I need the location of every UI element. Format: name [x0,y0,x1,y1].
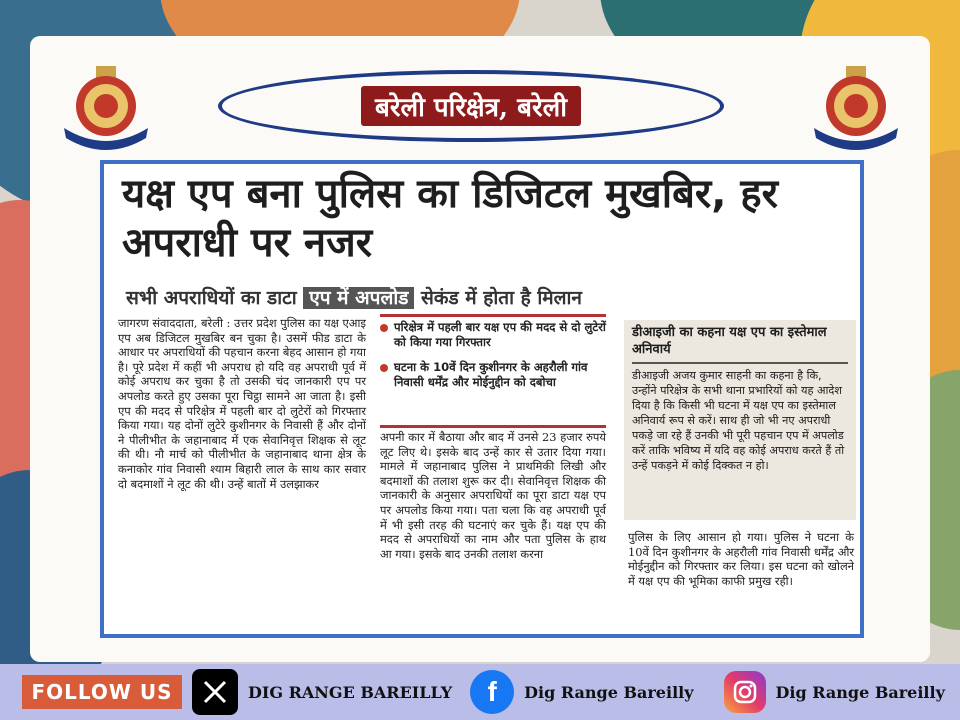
x-link[interactable] [192,669,452,715]
article-column-2: अपनी कार में बैठाया और बाद में उनसे 23 हजार रुपये लूट लिए थे। इसके बाद उन्हें कार से उतार दिया गया। मामले में जहानाबाद पुलिस ने प्राथमिकी लिखी और बदमाशों की तलाश शुरू कर दी। सेवानिवृत्त शिक्षक की जानकारी के अनुसार अपराधियों का पूरा डाटा यक्ष एप पर अपलोड किया गया। पता चला कि वह अपराधी पूर्व में भी इसी तरह की घटनाएं कर चुके हैं। यक्ष एप की मदद से अपराधियों का नाम और पता पुलिस के हाथ आ गया। इसके बाद उनकी तलाश करना [380,430,606,561]
emblem-icon [806,62,906,154]
quote-title: डीआइजी का कहना यक्ष एप का इस्तेमाल अनिवार्य [632,324,848,364]
instagram-icon[interactable] [724,671,766,713]
dig-quote-box [624,320,856,520]
subhead-pre: सभी अपराधियों का डाटा [126,287,297,309]
article-subhead [126,284,856,310]
highlight-bullets [380,320,606,400]
bullet-dot-icon [380,364,388,372]
subhead-post: सेकंड में होता है मिलान [421,287,582,309]
news-clipping [100,160,864,638]
facebook-handle: Dig Range Bareilly [524,682,694,702]
x-icon[interactable] [192,669,238,715]
follow-us-label: FOLLOW US [22,675,182,709]
subhead-highlight: एप में अपलोड [303,287,414,309]
bullet-dot-icon [380,324,388,332]
facebook-icon[interactable]: f [470,670,514,714]
article-column-1: जागरण संवाददाता, बरेली : उत्तर प्रदेश पुलिस का यक्ष एआइ एप अब डिजिटल मुखबिर बन चुका है। उसमें फीड डाटा के आधार पर अपराधियों की पहचान करना बेहद आसान हो गया है। पूरे प्रदेश में कहीं भी अपराध हो यदि वह अपराधी पूर्व में कोई अपराध कर चुका है तो उसकी चंद जानकारी एप पर अपलोड करते हुए उसका पूरा चिट्ठा सामने आ जाता है। इसी एप की मदद से परिक्षेत्र में पहली बार दो लुटेरों को गिरफ्तार किया गया। यह दोनों लुटेरे कुशीनगर के निवासी हैं और दोनों ने पीलीभीत के जहानाबाद में एक सेवानिवृत्त शिक्षक से लूट की थी। नौ मार्च को पीलीभीत के जहानाबाद थाना क्षेत्र के कनाकोर गांव निवासी श्याम बिहारी लाल के साथ कार सवार दो बदमाशों ने लूट की थी। उन्हें बातों में उलझाकर [118,316,366,491]
bullet-item [380,320,606,350]
page-title: बरेली परिक्षेत्र, बरेली [361,86,581,126]
x-handle: DIG RANGE BAREILLY [248,682,453,702]
article-headline: यक्ष एप बना पुलिस का डिजिटल मुखबिर, हर अपराधी पर नजर [122,171,778,266]
instagram-link[interactable] [724,671,945,713]
divider [380,314,606,317]
article-column-3: पुलिस के लिए आसान हो गया। पुलिस ने घटना के 10वें दिन कुशीनगर के अहरौली गांव निवासी धर्मेंद्र और मोईनुद्दीन को गिरफ्तार कर लिया। इस घटना को खोलने में यक्ष एप की भूमिका काफी प्रमुख रही। [628,530,854,588]
facebook-link[interactable] [470,670,693,714]
bullet-text: घटना के 10वें दिन कुशीनगर के अहरौली गांव निवासी धर्मेंद्र और मोईनुद्दीन को दबोचा [394,360,588,389]
instagram-handle: Dig Range Bareilly [775,682,945,702]
divider [380,425,606,428]
header-oval [218,70,724,142]
quote-text: डीआइजी अजय कुमार साहनी का कहना है कि, उन्होंने परिक्षेत्र के सभी थाना प्रभारियों को यह आदेश दिया है कि किसी भी घटना में यक्ष एप का इस्तेमाल अनिवार्य रूप से करें। साथ ही जो भी नए अपराधी पकड़े जा रहे हैं उनकी भी पूरी पहचान एप में अपलोड करें ताकि भविष्य में यदि वह कोई अपराध करते हैं तो उन्हें पकड़ने में कोई दिक्कत न हो। [632,369,845,472]
bullet-text: परिक्षेत्र में पहली बार यक्ष एप की मदद से दो लुटेरों को किया गया गिरफ्तार [394,320,606,349]
emblem-icon [56,62,156,154]
footer-bar [0,664,960,720]
bullet-item [380,360,606,390]
